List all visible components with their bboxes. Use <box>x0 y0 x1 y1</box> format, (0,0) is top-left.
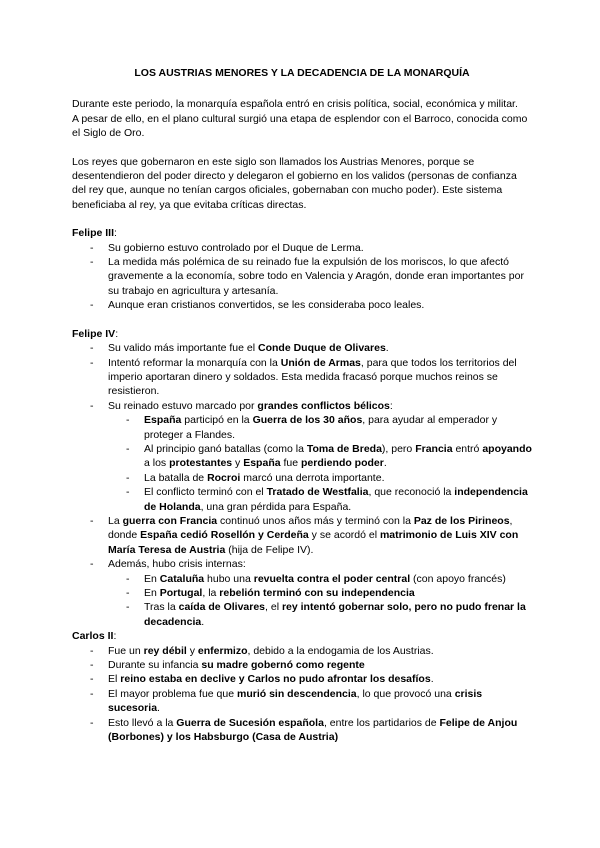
list-item <box>72 557 532 571</box>
bold-text: España <box>243 457 281 470</box>
bold-text: guerra con Francia <box>122 514 218 527</box>
text-run: ), pero <box>381 442 416 455</box>
bold-text: rebelión terminó con su independencia <box>219 587 415 599</box>
list-item <box>72 255 532 298</box>
section-heading-colon: : <box>115 327 119 340</box>
bold-text: Paz de los Pirineos <box>413 514 510 527</box>
text-run: (con apoyo francés) <box>410 572 506 585</box>
text-run: Su reinado estuvo marcado por <box>108 399 258 412</box>
bold-text: perdiendo poder <box>301 457 384 470</box>
intro-paragraph-1: Durante este periodo, la monarquía española entró en crisis política, social, económica y militar. <box>72 98 518 111</box>
text-run: hubo una <box>204 572 254 585</box>
text-run: , que reconoció la <box>368 486 455 499</box>
document-page <box>72 66 532 744</box>
list-item <box>72 241 532 255</box>
text-run: . <box>157 702 160 715</box>
text-run: . <box>383 457 387 470</box>
sub-list-item <box>72 586 532 600</box>
intro-paragraph-2: A pesar de ello, en el plano cultural surgió una etapa de esplendor con el Barroco, conocida como el Siglo de Oro. <box>72 112 528 140</box>
list-item <box>72 658 532 672</box>
list-item <box>72 341 532 355</box>
section-list <box>72 341 532 629</box>
section-heading-colon: : <box>114 227 117 240</box>
bold-text: rey débil <box>143 644 187 657</box>
text-run: (hija de Felipe IV). <box>225 543 314 556</box>
bold-text: protestantes <box>169 457 233 470</box>
text-run: : <box>389 399 393 412</box>
text-run: , para ayudar al emperador y proteger a Flandes. <box>144 414 498 441</box>
sub-list-item <box>72 442 532 471</box>
bold-text: grandes conflictos bélicos <box>257 399 390 412</box>
list-item <box>72 687 532 716</box>
text-run: Aunque eran cristianos convertidos, se les consideraba poco leales. <box>108 299 425 312</box>
list-item <box>72 356 532 399</box>
list-item <box>72 399 532 413</box>
section-heading-colon: : <box>113 630 117 643</box>
bold-text: Francia <box>415 442 453 455</box>
text-run: La medida más polémica de su reinado fue la expulsión de los moriscos, lo que afectó gravemente a la economía, sobre todo en Valencia y Aragón, donde eran importantes por su trabajo en agricultura y artesanía. <box>108 256 524 297</box>
bold-text: Portugal <box>159 587 203 599</box>
list-item <box>72 298 532 312</box>
text-run: . <box>385 342 389 355</box>
text-run: El conflicto terminó con el <box>144 486 267 499</box>
text-run: Fue un <box>108 644 144 657</box>
section-list <box>72 644 532 745</box>
text-run: Intentó reformar la monarquía con la <box>108 356 281 369</box>
text-run: y se acordó el <box>308 529 380 542</box>
bold-text: reino estaba en declive y Carlos no pudo afrontar los desafíos <box>120 673 431 686</box>
paragraph-gap <box>72 141 532 155</box>
bold-text: Unión de Armas <box>280 356 361 369</box>
bold-text: murió sin descendencia <box>236 687 357 700</box>
section-heading <box>72 226 532 240</box>
text-run: continuó unos años más y terminó con la <box>217 514 414 527</box>
section-carlos-ii <box>72 629 532 744</box>
section-felipe-iii <box>72 226 532 312</box>
list-item <box>72 672 532 686</box>
text-run: La <box>108 514 123 527</box>
section-heading-name: Felipe IV <box>72 327 116 340</box>
text-run: entró <box>452 442 483 455</box>
bold-text: Cataluña <box>159 572 205 585</box>
text-run: Al principio ganó batallas (como la <box>144 442 307 455</box>
text-run: Además, hubo crisis internas: <box>108 558 246 571</box>
text-run: fue <box>280 457 302 470</box>
bold-text: su madre gobernó como regente <box>201 659 365 672</box>
bold-text: independencia de Holanda <box>144 486 528 513</box>
bold-text: revuelta contra el poder central <box>253 572 411 585</box>
text-run: , entre los partidarios de <box>323 716 440 729</box>
text-run: . <box>201 615 205 628</box>
section-heading <box>72 629 532 643</box>
text-run: marcó una derrota importante. <box>240 471 385 484</box>
text-run: , donde <box>108 514 513 542</box>
bold-text: apoyando <box>482 442 532 455</box>
text-run: y <box>186 644 198 657</box>
text-run: participó en la <box>181 414 253 427</box>
section-felipe-iv <box>72 327 532 630</box>
text-run: Su gobierno estuvo controlado por el Duque de Lerma. <box>108 241 364 254</box>
text-run: En <box>144 572 160 585</box>
bold-text: caída de Olivares <box>178 601 266 614</box>
list-item <box>72 644 532 658</box>
bold-text: Toma de Breda <box>306 442 382 455</box>
text-run: Tras la <box>144 601 179 614</box>
sub-list-item <box>72 572 532 586</box>
list-item <box>72 716 532 745</box>
text-run: y <box>232 457 244 470</box>
text-run: En <box>144 587 160 599</box>
bold-text: rey intentó gobernar solo, pero no pudo frenar la decadencia <box>144 601 526 628</box>
bold-text: enfermizo <box>197 644 248 657</box>
paragraph-gap <box>72 313 532 327</box>
text-run: , debido a la endogamia de los Austrias. <box>247 644 434 657</box>
bold-text: España <box>144 414 182 427</box>
text-run: Su valido más importante fue el <box>108 342 258 355</box>
bold-text: Guerra de los 30 años <box>252 414 363 427</box>
bold-text: Conde Duque de Olivares <box>258 342 386 355</box>
sub-list-item <box>72 600 532 629</box>
bold-text: Tratado de Westfalia <box>266 486 369 499</box>
text-run: Esto llevó a la <box>108 716 177 729</box>
sub-list-item <box>72 471 532 485</box>
document-title: LOS AUSTRIAS MENORES Y LA DECADENCIA DE LA MONARQUÍA <box>134 67 470 79</box>
bold-text: Felipe de Anjou (Borbones) y los Habsburgo (Casa de Austria) <box>108 716 518 744</box>
section-heading <box>72 327 532 341</box>
bold-text: España cedió Rosellón y Cerdeña <box>140 529 309 542</box>
text-run: El <box>108 673 121 686</box>
text-run: . <box>430 673 434 686</box>
bold-text: Rocroi <box>207 471 241 484</box>
section-heading-name: Carlos II <box>72 630 114 643</box>
text-run: Durante su infancia <box>108 659 202 672</box>
section-list <box>72 241 532 313</box>
text-run: a los <box>144 457 170 470</box>
sub-list-item <box>72 485 532 514</box>
bold-text: Guerra de Sucesión española <box>176 716 324 729</box>
text-run: , la <box>202 587 220 599</box>
bold-text: crisis sucesoria <box>108 687 483 715</box>
validos-paragraph: Los reyes que gobernaron en este siglo son llamados los Austrias Menores, porque se desentendieron del poder directo y delegaron el gobierno en los validos (personas de confianza del rey que, aunque no tenían cargos oficiales, gobernaban con mucho poder). Este sistema beneficiaba al rey, ya que evitaba críticas directas. <box>72 155 517 211</box>
text-run: , una gran pérdida para España. <box>200 500 352 513</box>
list-item <box>72 514 532 557</box>
section-heading-name: Felipe III <box>72 227 115 240</box>
text-run: La batalla de <box>144 471 208 484</box>
text-run: , para que todos los territorios del imperio aportaran dinero y soldados. Esta medida fracasó porque muchos reinos se resistieron. <box>108 356 517 398</box>
sub-list-item <box>72 413 532 442</box>
paragraph-gap <box>72 212 532 226</box>
bold-text: matrimonio de Luis XIV con María Teresa de Austria <box>108 529 519 556</box>
text-run: El mayor problema fue que <box>108 687 237 700</box>
text-run: , lo que provocó una <box>356 687 455 700</box>
text-run: , el <box>265 601 282 614</box>
